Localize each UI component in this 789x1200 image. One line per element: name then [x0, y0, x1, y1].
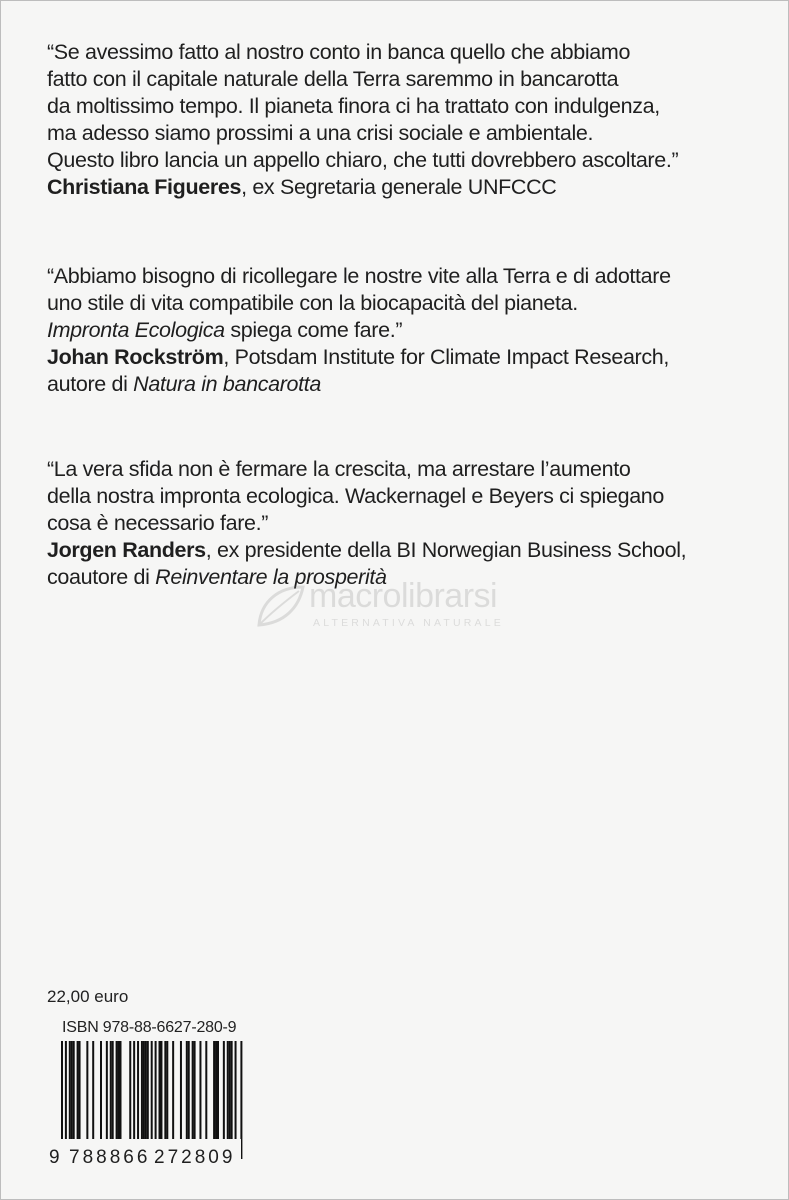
barcode-bar — [116, 1041, 118, 1141]
author-extra — [47, 371, 759, 398]
author-book-title: Reinventare la prosperità — [155, 565, 387, 589]
quote-randers — [47, 456, 759, 591]
barcode-bar — [227, 1041, 229, 1141]
barcode-bar — [106, 1041, 108, 1141]
quote-line: uno stile di vita compatibile con la biocapacità del pianeta. — [47, 291, 578, 315]
barcode-bar — [137, 1041, 139, 1141]
quote-author — [47, 537, 759, 564]
barcode-bar — [231, 1041, 233, 1141]
isbn-label: ISBN 978-88-6627-280-9 — [62, 1019, 237, 1036]
quote-line — [47, 317, 759, 344]
author-name: Christiana Figueres — [47, 175, 242, 199]
quote-author — [47, 344, 759, 371]
quote-line: della nostra impronta ecologica. Wackernagel e Beyers ci spiegano — [47, 484, 665, 508]
quote-line: “Abbiamo bisogno di ricollegare le nostre vite alla Terra e di adottare — [47, 264, 671, 288]
author-role: , Potsdam Institute for Climate Impact Research, — [223, 345, 669, 369]
barcode-left-digits: 788866 — [69, 1147, 151, 1167]
barcode-bar — [223, 1041, 225, 1141]
barcode-bar — [118, 1041, 120, 1141]
book-title: Impronta Ecologica — [47, 318, 225, 342]
quote-line: fatto con il capitale naturale della Terra saremmo in bancarotta — [47, 67, 619, 91]
quote-line: ma adesso siamo prossimi a una crisi sociale e ambientale. — [47, 121, 594, 145]
barcode-bar — [77, 1041, 79, 1141]
quote-line: cosa è necessario fare.” — [47, 511, 269, 535]
leaf-logo-icon — [253, 581, 309, 631]
barcode-bar — [92, 1041, 94, 1141]
barcode-bar — [145, 1041, 147, 1141]
barcode-bar — [100, 1041, 102, 1141]
barcode-bar — [194, 1041, 196, 1141]
author-extra-prefix: autore di — [47, 372, 134, 396]
author-role: , ex presidente della BI Norwegian Business School, — [205, 538, 687, 562]
quote-author — [47, 174, 759, 201]
barcode-bar — [86, 1041, 88, 1141]
quote-line: Questo libro lancia un appello chiaro, che tutti dovrebbero ascoltare.” — [47, 148, 679, 172]
barcode-digits — [47, 1139, 243, 1167]
barcode-bar — [147, 1041, 149, 1141]
quote-line: “Se avessimo fatto al nostro conto in banca quello che abbiamo — [47, 40, 631, 64]
barcode-bar — [192, 1041, 194, 1141]
barcode-right-digits: 272809 — [154, 1147, 236, 1167]
barcode-bar — [188, 1041, 190, 1141]
quote-line: da moltissimo tempo. Il pianeta finora ci ha trattato con indulgenza, — [47, 94, 660, 118]
barcode-bar — [159, 1041, 161, 1141]
barcode-bar — [235, 1041, 237, 1141]
barcode-bar — [71, 1041, 73, 1141]
quote-figueres — [47, 39, 759, 201]
barcode-bar — [186, 1041, 188, 1141]
barcode-bar — [141, 1041, 143, 1141]
barcode-bar — [215, 1041, 217, 1141]
barcode-bar — [213, 1041, 215, 1141]
watermark-tagline: ALTERNATIVA NATURALE — [313, 617, 504, 629]
barcode-bar — [229, 1041, 231, 1141]
barcode-bar — [69, 1041, 71, 1141]
barcode-bar — [199, 1041, 201, 1141]
price: 22,00 euro — [47, 987, 129, 1006]
barcode-bar — [166, 1041, 168, 1141]
author-name: Johan Rockström — [47, 345, 224, 369]
barcode-bar — [205, 1041, 207, 1141]
barcode-first-digit: 9 — [49, 1147, 60, 1167]
barcode-bar — [164, 1041, 166, 1141]
barcode-bar — [180, 1041, 182, 1141]
barcode-bar — [112, 1041, 114, 1141]
barcode-bar — [129, 1041, 131, 1141]
barcode-bar — [110, 1041, 112, 1141]
quote-line: “La vera sfida non è fermare la crescita, ma arrestare l’aumento — [47, 457, 631, 481]
barcode-bar — [217, 1041, 219, 1141]
barcode-bar — [120, 1041, 122, 1141]
barcode-bar — [172, 1041, 174, 1141]
barcode-bar — [73, 1041, 75, 1141]
barcode-bar — [79, 1041, 81, 1141]
author-name: Jorgen Randers — [47, 538, 206, 562]
barcode-bar — [143, 1041, 145, 1141]
quote-line-end: spiega come fare.” — [224, 318, 403, 342]
author-book-title: Natura in bancarotta — [133, 372, 321, 396]
watermark — [253, 579, 553, 639]
barcode-bar — [133, 1041, 135, 1141]
author-extra-prefix: coautore di — [47, 565, 156, 589]
barcode-bar — [160, 1041, 162, 1141]
author-role: , ex Segretaria generale UNFCCC — [241, 175, 557, 199]
watermark-name: macrolibrarsi — [309, 577, 498, 615]
quote-rockstrom — [47, 263, 759, 398]
